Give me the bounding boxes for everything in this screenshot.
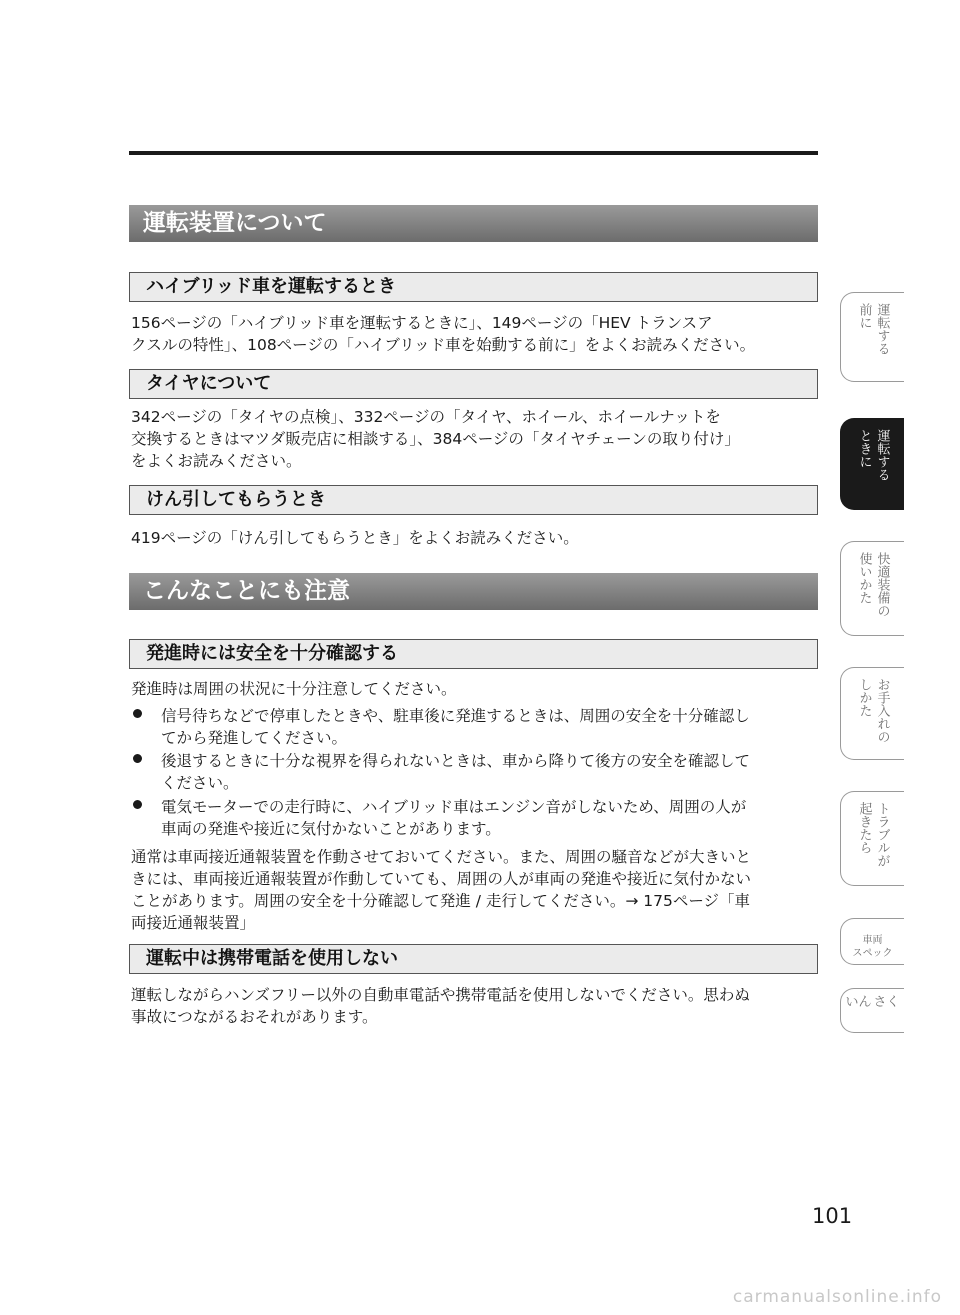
paragraph-notice bbox=[131, 846, 819, 934]
paragraph-line: きには、車両接近通報装置が作動していても、周囲の人が車両の発進や接近に気付かない bbox=[131, 870, 752, 888]
tab-label: 車両 bbox=[862, 934, 883, 946]
subheading-tow: けん引してもらうとき bbox=[129, 485, 818, 515]
paragraph-hybrid bbox=[131, 312, 819, 356]
paragraph-tire bbox=[131, 406, 819, 472]
tab-while-driving[interactable] bbox=[840, 418, 904, 510]
tab-label: スペック bbox=[852, 947, 893, 959]
bullet-icon bbox=[133, 709, 142, 718]
bullet-line: 信号待ちなどで停車したときや、駐車後に発進するときは、周囲の安全を十分確認し bbox=[161, 707, 750, 725]
tab-troubleshooting[interactable] bbox=[840, 791, 904, 886]
tab-label: しかた bbox=[856, 678, 872, 717]
paragraph-line: 両接近通報装置」 bbox=[131, 914, 256, 932]
bullet-line: てから発進してください。 bbox=[161, 729, 348, 747]
paragraph-phone bbox=[131, 984, 819, 1028]
paragraph-line: 運転しながらハンズフリー以外の自動車電話や携帯電話を使用しないでください。思わぬ bbox=[131, 986, 750, 1004]
section-heading-caution: こんなことにも注意 bbox=[129, 573, 818, 610]
tab-label: 運転する bbox=[874, 429, 890, 481]
paragraph-line: 交換するときはマツダ販売店に相談する」、384ページの「タイヤチェーンの取り付け」 bbox=[131, 430, 740, 448]
tab-comfort-equipment[interactable] bbox=[840, 541, 904, 636]
top-rule bbox=[129, 151, 818, 155]
bullet-icon bbox=[133, 800, 142, 809]
tab-label: 使いかた bbox=[856, 552, 872, 604]
paragraph-start-intro: 発進時は周囲の状況に十分注意してください。 bbox=[131, 680, 457, 698]
tab-maintenance[interactable] bbox=[840, 667, 904, 760]
tab-before-driving[interactable] bbox=[840, 292, 904, 382]
subheading-tire: タイヤについて bbox=[129, 369, 818, 399]
paragraph-tow: 419ページの「けん引してもらうとき」をよくお読みください。 bbox=[131, 529, 579, 547]
tab-label: さく bbox=[873, 995, 900, 1010]
tab-label: いん bbox=[845, 995, 872, 1010]
bullet-icon bbox=[133, 754, 142, 763]
bullet-item bbox=[131, 705, 819, 749]
tab-label: 運転する bbox=[874, 303, 890, 355]
bullet-item bbox=[131, 750, 819, 794]
paragraph-line: 通常は車両接近通報装置を作動させておいてください。また、周囲の騒音などが大きいと bbox=[131, 848, 752, 866]
bullet-line: 電気モーターでの走行時に、ハイブリッド車はエンジン音がしないため、周囲の人が bbox=[161, 798, 747, 816]
tab-label: 前に bbox=[856, 303, 872, 329]
tab-specifications[interactable] bbox=[840, 918, 904, 965]
subheading-start: 発進時には安全を十分確認する bbox=[129, 639, 818, 669]
tab-label: トラブルが bbox=[874, 802, 890, 867]
paragraph-line: をよくお読みください。 bbox=[131, 452, 302, 470]
paragraph-line: ことがあります。周囲の安全を十分確認して発進 / 走行してください。→ 175ページ「車 bbox=[131, 892, 751, 910]
paragraph-line: 156ページの「ハイブリッド車を運転するときに」、149ページの「HEV トランスア bbox=[131, 314, 713, 332]
page-number: 101 bbox=[812, 1204, 853, 1228]
tab-label: 快適装備の bbox=[874, 552, 890, 617]
paragraph-line: 事故につながるおそれがあります。 bbox=[131, 1008, 378, 1026]
section-heading-driving-devices: 運転装置について bbox=[129, 205, 818, 242]
tab-index[interactable] bbox=[840, 988, 904, 1033]
bullet-line: 後退するときに十分な視界を得られないときは、車から降りて後方の安全を確認して bbox=[161, 752, 751, 770]
bullet-line: ください。 bbox=[161, 774, 239, 792]
paragraph-line: クスルの特性」、108ページの「ハイブリッド車を始動する前に」をよくお読みください。 bbox=[131, 336, 756, 354]
tab-label: お手入れの bbox=[874, 678, 890, 743]
subheading-hybrid: ハイブリッド車を運転するとき bbox=[129, 272, 818, 302]
subheading-phone: 運転中は携帯電話を使用しない bbox=[129, 944, 818, 974]
tab-label: 起きたら bbox=[856, 802, 872, 854]
watermark: carmanualsonline.info bbox=[732, 1287, 942, 1307]
bullet-item bbox=[131, 796, 819, 840]
paragraph-line: 342ページの「タイヤの点検」、332ページの「タイヤ、ホイール、ホイールナットを bbox=[131, 408, 721, 426]
bullet-line: 車両の発進や接近に気付かないことがあります。 bbox=[161, 820, 501, 838]
tab-label: ときに bbox=[856, 429, 872, 468]
